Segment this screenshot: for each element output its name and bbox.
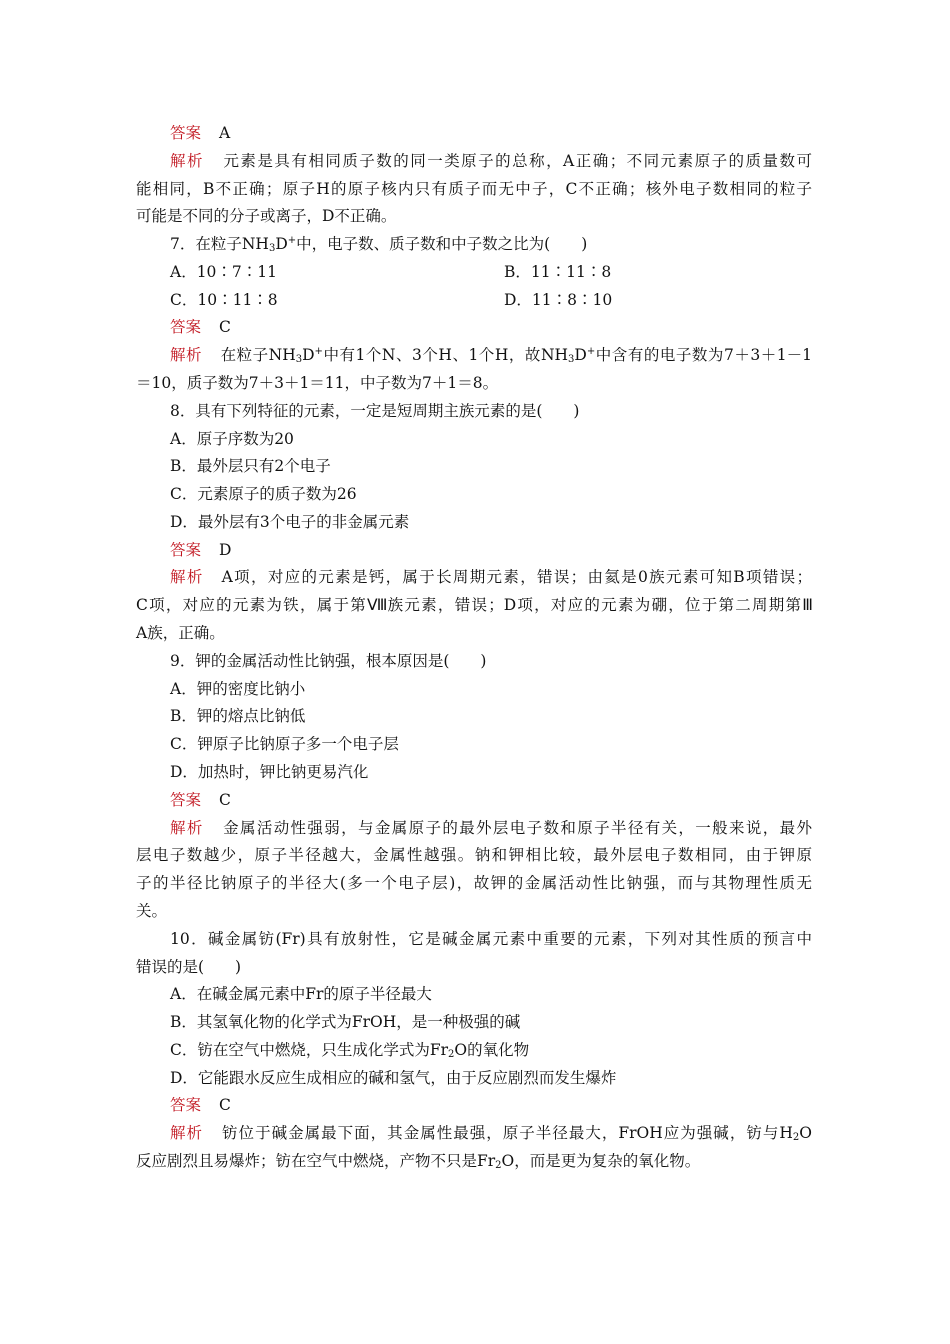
answer-label: 答案: [170, 791, 202, 809]
analysis-text: 反应剧烈且易爆炸；钫在空气中燃烧，产物不只是$Fr_2O$，而是更为复杂的氧化物。: [136, 1152, 701, 1171]
analysis-label: 解析: [170, 346, 203, 364]
option-c: C．钾原子比钠原子多一个电子层: [170, 735, 399, 753]
answer-label: 答案: [170, 318, 202, 336]
answer-line-8: [170, 540, 231, 560]
option-d: D．最外层有3个电子的非金属元素: [170, 513, 410, 531]
answer-label: 答案: [170, 1096, 202, 1114]
analysis-label: 解析: [170, 152, 204, 170]
option-a: A．钾的密度比钠小: [170, 680, 306, 698]
analysis-text: 层电子数越少，原子半径越大，金属性越强。钠和钾相比较，最外层电子数相同，由于钾原: [136, 846, 812, 864]
option-b: B．钾的熔点比钠低: [170, 707, 306, 725]
question-9-stem: 9．钾的金属活动性比钠强，根本原因是( ): [170, 652, 487, 670]
answer-value: C: [219, 791, 231, 809]
analysis-line: [170, 151, 812, 171]
analysis-text: 能相同，B不正确；原子H的原子核内只有质子而无中子，C不正确；核外电子数相同的粒子: [136, 180, 812, 198]
answer-line-7: [170, 317, 231, 337]
answer-line-10: [170, 1095, 231, 1115]
question-10-stem: 10．碱金属钫(Fr)具有放射性，它是碱金属元素中重要的元素，下列对其性质的预言中: [170, 930, 812, 948]
option-c: C．元素原子的质子数为26: [170, 485, 357, 503]
analysis-label: 解析: [170, 1124, 204, 1142]
answer-line-9: [170, 790, 231, 810]
option-a: A．原子序数为20: [170, 430, 294, 448]
analysis-text: 子的半径比钠原子的半径大(多一个电子层)，故钾的金属活动性比钠强，而与其物理性质无: [136, 874, 812, 892]
analysis-text: C项，对应的元素为铁，属于第Ⅷ族元素，错误；D项，对应的元素为硼，位于第二周期第Ⅲ: [136, 596, 812, 614]
question-10-stem-cont: 错误的是( ): [136, 958, 242, 976]
answer-value: C: [219, 1096, 231, 1114]
question-7-stem: 7．在粒子$NH_3D^+$中，电子数、质子数和中子数之比为( ): [170, 235, 588, 254]
answer-value: C: [219, 318, 231, 336]
analysis-text: A族，正确。: [136, 624, 225, 642]
option-a: A．在碱金属元素中Fr的原子半径最大: [170, 985, 432, 1003]
analysis-line: 解析 金属活动性强弱，与金属原子的最外层电子数和原子半径有关，一般来说，最外: [170, 819, 812, 837]
question-8-stem: 8．具有下列特征的元素，一定是短周期主族元素的是( ): [170, 402, 580, 420]
option-b: B．11∶11∶8: [504, 263, 612, 281]
answer-value: D: [219, 541, 232, 559]
analysis-text: 可能是不同的分子或离子，D不正确。: [136, 207, 397, 225]
option-d: D．加热时，钾比钠更易汽化: [170, 763, 369, 781]
analysis-line: 解析 A项，对应的元素是钙，属于长周期元素，错误；由氦是0族元素可知B项错误；: [170, 568, 812, 586]
analysis-line: 解析 钫位于碱金属最下面，其金属性最强，原子半径最大，FrOH应为强碱，钫与$H_2O$: [170, 1124, 812, 1143]
option-d: D．11∶8∶10: [504, 291, 613, 309]
analysis-text: ＝10，质子数为7＋3＋1＝11，中子数为7＋1＝8。: [136, 374, 499, 392]
analysis-text: 关。: [136, 902, 168, 920]
option-c: C．10∶11∶8: [170, 291, 278, 309]
answer-label: 答案: [170, 124, 202, 142]
option-b: B．最外层只有2个电子: [170, 457, 331, 475]
analysis-label: 解析: [170, 819, 204, 837]
option-c: C．钫在空气中燃烧，只生成化学式为$Fr_2O$的氧化物: [170, 1041, 530, 1060]
option-a: A．10∶7∶11: [170, 263, 278, 281]
option-b: B．其氢氧化物的化学式为FrOH，是一种极强的碱: [170, 1013, 521, 1031]
answer-value: A: [219, 124, 231, 142]
answer-line-6: [170, 123, 230, 143]
option-d: D．它能跟水反应生成相应的碱和氢气，由于反应剧烈而发生爆炸: [170, 1069, 617, 1087]
analysis-label: 解析: [170, 568, 204, 586]
analysis-line: 解析 在粒子$NH_3D^+$中有1个N、3个H、1个H，故$NH_3D^+$中含有的电子数为7＋3＋1－1: [170, 346, 812, 365]
analysis-text: 元素是具有相同质子数的同一类原子的总称，A正确；不同元素原子的质量数可: [221, 152, 812, 170]
answer-label: 答案: [170, 541, 202, 559]
